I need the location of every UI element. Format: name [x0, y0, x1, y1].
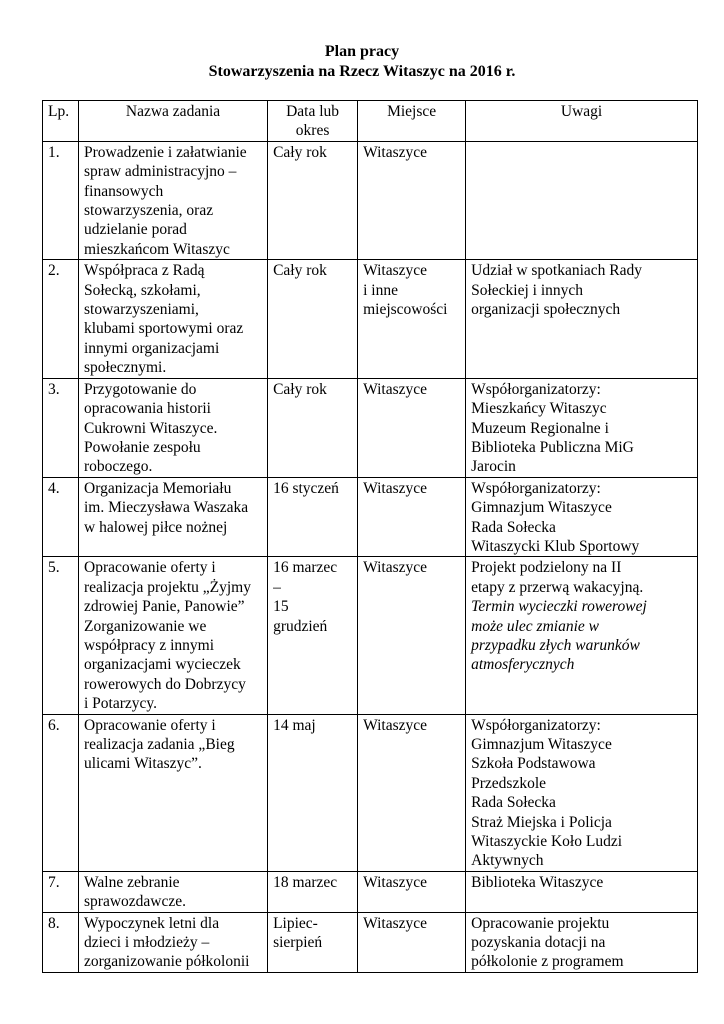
table-row — [43, 141, 698, 259]
cell-task-name-line: i Potarzycy. — [84, 695, 158, 713]
cell-lp: 3. — [43, 378, 79, 477]
cell-notes-line: Udział w spotkaniach Rady — [471, 262, 643, 280]
cell-date — [268, 714, 358, 871]
cell-task-name — [79, 477, 268, 557]
cell-date — [268, 260, 358, 378]
cell-place-line: Witaszyce — [363, 873, 428, 891]
cell-place-line: Witaszyce — [363, 380, 428, 398]
cell-notes-line: Straż Miejska i Policja — [471, 813, 612, 831]
cell-task-name-line: roboczego. — [84, 458, 153, 476]
cell-date — [268, 912, 358, 972]
cell-lp: 1. — [43, 141, 79, 259]
cell-notes-line: etapy z przerwą wakacyjną. — [471, 578, 644, 596]
cell-task-name-line: Współpraca z Radą — [84, 262, 205, 280]
cell-place-line: Witaszyce — [363, 914, 428, 932]
table-row — [43, 871, 698, 912]
cell-task-name-line: Organizacja Memoriału — [84, 479, 232, 497]
cell-date-line: – — [273, 578, 281, 596]
cell-place-line: Witaszyce — [363, 559, 428, 577]
cell-task-name-line: Zorganizowanie we — [84, 617, 207, 635]
cell-date — [268, 477, 358, 557]
cell-task-name-line: Opracowanie oferty i — [84, 559, 216, 577]
cell-place — [358, 714, 466, 871]
cell-date-line: Cały rok — [273, 380, 327, 398]
cell-date-line: Cały rok — [273, 143, 327, 161]
cell-notes-line: Szkoła Podstawowa — [471, 755, 596, 773]
cell-place-line: i inne — [363, 281, 398, 299]
cell-lp: 2. — [43, 260, 79, 378]
header-place: Miejsce — [358, 101, 466, 142]
cell-notes — [466, 378, 698, 477]
cell-task-name-line: sprawozdawcze. — [84, 893, 186, 911]
cell-task-name-line: stowarzyszeniami, — [84, 301, 199, 319]
cell-notes-line: Współorganizatorzy: — [471, 716, 601, 734]
table-row — [43, 477, 698, 557]
table-row — [43, 557, 698, 714]
cell-lp: 7. — [43, 871, 79, 912]
cell-task-name — [79, 260, 268, 378]
cell-task-name-line: opracowania historii — [84, 400, 211, 418]
cell-task-name — [79, 912, 268, 972]
cell-lp: 8. — [43, 912, 79, 972]
cell-notes-line: Jarocin — [471, 458, 516, 476]
cell-lp: 5. — [43, 557, 79, 714]
cell-task-name-line: stowarzyszenia, oraz — [84, 202, 214, 220]
cell-task-name-line: Walne zebranie — [84, 873, 180, 891]
cell-notes-line: Rada Sołecka — [471, 794, 556, 812]
cell-place — [358, 260, 466, 378]
header-date-line-2: okres — [295, 122, 330, 140]
table-row — [43, 714, 698, 871]
cell-date — [268, 378, 358, 477]
cell-date-line: 15 — [273, 598, 289, 616]
cell-place — [358, 557, 466, 714]
cell-task-name — [79, 714, 268, 871]
cell-task-name-line: Prowadzenie i załatwianie — [84, 143, 247, 161]
cell-task-name — [79, 871, 268, 912]
header-date-line-1: Data lub — [286, 103, 340, 120]
cell-place — [358, 378, 466, 477]
cell-place-line: Witaszyce — [363, 262, 428, 280]
cell-task-name-line: spraw administracyjno – — [84, 163, 237, 181]
cell-notes-line: Współorganizatorzy: — [471, 380, 601, 398]
cell-date — [268, 871, 358, 912]
cell-notes — [466, 714, 698, 871]
cell-date-line: 16 marzec — [273, 559, 338, 577]
cell-date-line: sierpień — [273, 934, 323, 952]
cell-notes-line: Gimnazjum Witaszyce — [471, 736, 612, 753]
cell-notes — [466, 912, 698, 972]
cell-task-name-line: Sołecką, szkołami, — [84, 281, 201, 299]
cell-notes-italic-line: przypadku złych warunków — [471, 636, 640, 654]
cell-task-name-line: Powołanie zespołu — [84, 438, 201, 456]
cell-task-name-line: Przygotowanie do — [84, 380, 197, 398]
cell-task-name-line: organizacjami wycieczek — [84, 656, 241, 674]
cell-notes — [466, 260, 698, 378]
cell-task-name-line: Wypoczynek letni dla — [84, 914, 220, 932]
cell-notes-line: Muzeum Regionalne i — [471, 419, 609, 437]
cell-notes-line: pozyskania dotacji na — [471, 934, 606, 952]
document-title — [0, 42, 724, 82]
cell-notes-line: półkolonie z programem — [471, 953, 624, 971]
cell-place-line: Witaszyce — [363, 479, 428, 497]
cell-notes — [466, 557, 698, 714]
cell-task-name-line: finansowych — [84, 182, 164, 200]
header-lp: Lp. — [43, 101, 79, 142]
cell-task-name-line: Opracowanie oferty i — [84, 716, 216, 734]
cell-notes — [466, 871, 698, 912]
cell-task-name-line: rowerowych do Dobrzycy — [84, 675, 246, 693]
cell-notes-line: Witaszycki Klub Sportowy — [471, 537, 640, 555]
header-name: Nazwa zadania — [79, 101, 268, 142]
header-date — [268, 101, 358, 142]
cell-lp: 6. — [43, 714, 79, 871]
cell-task-name — [79, 141, 268, 259]
cell-place-line: miejscowości — [363, 301, 448, 319]
cell-notes-line: Mieszkańcy Witaszyc — [471, 400, 607, 418]
cell-notes-line: Opracowanie projektu — [471, 914, 610, 932]
cell-notes — [466, 141, 698, 259]
cell-date-line: Cały rok — [273, 262, 327, 280]
cell-task-name-line: klubami sportowymi oraz — [84, 320, 244, 338]
cell-task-name-line: im. Mieczysława Waszaka — [84, 499, 249, 517]
title-line-1: Plan pracy — [324, 43, 400, 60]
cell-date — [268, 141, 358, 259]
cell-place — [358, 477, 466, 557]
cell-place — [358, 912, 466, 972]
cell-notes-line: organizacji społecznych — [471, 301, 621, 319]
cell-notes-line: Sołeckiej i innych — [471, 281, 584, 299]
title-line-2: Stowarzyszenia na Rzecz Witaszyc na 2016 r. — [208, 63, 516, 80]
cell-place — [358, 141, 466, 259]
cell-notes — [466, 477, 698, 557]
plan-table — [42, 100, 698, 973]
table-row — [43, 912, 698, 972]
cell-date-line: 16 styczeń — [273, 479, 339, 497]
cell-date — [268, 557, 358, 714]
cell-notes-italic-line: może ulec zmianie w — [471, 617, 599, 635]
cell-task-name-line: zdrowiej Panie, Panowie” — [84, 598, 245, 616]
cell-task-name-line: innymi organizacjami — [84, 339, 220, 357]
table-header-row — [43, 101, 698, 142]
cell-task-name-line: realizacja projektu „Żyjmy — [84, 578, 251, 596]
cell-notes-line: Biblioteka Publiczna MiG — [471, 438, 634, 456]
cell-notes-line: Współorganizatorzy: — [471, 479, 601, 497]
cell-place-line: Witaszyce — [363, 716, 428, 734]
cell-task-name-line: zorganizowanie półkolonii — [84, 953, 250, 971]
cell-task-name-line: w halowej piłce nożnej — [84, 518, 228, 536]
cell-task-name — [79, 378, 268, 477]
cell-notes-line: Rada Sołecka — [471, 518, 556, 536]
table-body — [43, 141, 698, 972]
cell-notes-line: Aktywnych — [471, 852, 544, 870]
cell-task-name-line: Cukrowni Witaszyce. — [84, 419, 218, 437]
cell-lp: 4. — [43, 477, 79, 557]
cell-task-name-line: społecznymi. — [84, 359, 167, 377]
cell-notes-line: Witaszyckie Koło Ludzi — [471, 833, 623, 851]
cell-date-line: 14 maj — [273, 716, 316, 734]
cell-place — [358, 871, 466, 912]
cell-task-name-line: realizacja zadania „Bieg — [84, 736, 235, 753]
cell-date-line: Lipiec- — [273, 914, 318, 932]
cell-task-name-line: udzielanie porad — [84, 221, 187, 239]
cell-date-line: grudzień — [273, 617, 328, 635]
cell-task-name-line: ulicami Witaszyc”. — [84, 755, 202, 773]
cell-task-name-line: mieszkańcom Witaszyc — [84, 240, 230, 258]
cell-date-line: 18 marzec — [273, 873, 338, 891]
cell-notes-line: Przedszkole — [471, 774, 547, 792]
cell-place-line: Witaszyce — [363, 143, 428, 161]
cell-task-name — [79, 557, 268, 714]
cell-notes-italic-line: Termin wycieczki rowerowej — [471, 598, 647, 616]
cell-task-name-line: współpracy z innymi — [84, 636, 215, 654]
table-row — [43, 378, 698, 477]
cell-notes-line: Biblioteka Witaszyce — [471, 873, 604, 891]
cell-notes-line: Projekt podzielony na II — [471, 559, 622, 577]
cell-notes-italic-line: atmosferycznych — [471, 656, 575, 674]
cell-task-name-line: dzieci i młodzieży – — [84, 934, 210, 952]
header-notes: Uwagi — [466, 101, 698, 142]
cell-notes-line: Gimnazjum Witaszyce — [471, 499, 612, 517]
table-row — [43, 260, 698, 378]
